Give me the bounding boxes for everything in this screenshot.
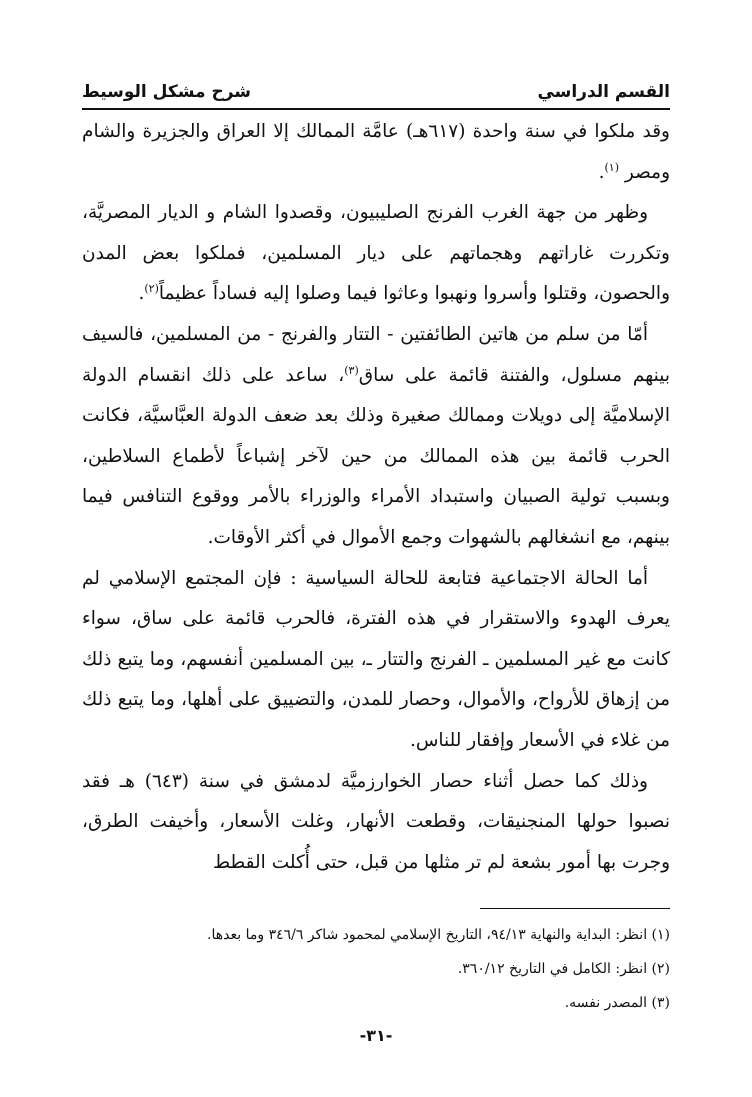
footnote-3: (٣) المصدر نفسه.	[564, 995, 670, 1011]
footnote-ref-3: (٣)	[344, 363, 359, 377]
footnote-2: (٢) انظر: الكامل في التاريخ ٣٦٠/١٢.	[457, 961, 670, 977]
paragraph-4: أما الحالة الاجتماعية فتابعة للحالة السياسية : فإن المجتمع الإسلامي لم يعرف الهدوء والاستقرار في هذه الفترة، فالحرب قائمة على ساق، سواء كانت مع غير المسلمين ـ الفرنج والتتار ـ، بين المسلمين أنفسهم، وما يتبع ذلك من إزهاق للأرواح، والأموال، وحصار للمدن، والتضييق على أهلها، وما يتبع ذلك من غلاء في الأسعار وإفقار للناس.	[82, 567, 670, 751]
footnotes	[82, 918, 670, 1020]
paragraph-1-end: .	[598, 161, 605, 183]
paragraph-5: وذلك كما حصل أثناء حصار الخوارزميَّة لدمشق في سنة (٦٤٣) هـ فقد نصبوا حولها المنجنيقات، وقطعت الأنهار، وغلت الأسعار، وأخيفت الطرق، وجرت بها أمور بشعة لم تر مثلها من قبل، حتى أُكلت القطط	[82, 770, 670, 873]
paragraph-3-text-b: ، ساعد على ذلك انقسام الدولة الإسلاميَّة إلى دويلات وممالك صغيرة وذلك بعد ضعف الدولة العبَّاسيَّة، فكانت الحرب قائمة بين هذه الممالك من حين لآخر إشباعاً لأطماع السلاطين، وبسبب تولية الصبيان واستبداد الأمراء والوزراء بالأمر ووقوع التنافس فيما بينهم، مع انشغالهم بالشهوات وجمع الأموال في أكثر الأوقات.	[82, 364, 670, 548]
footnote-1: (١) انظر: البداية والنهاية ٩٤/١٣، التاريخ الإسلامي لمحمود شاكر ٣٤٦/٦ وما بعدها.	[207, 927, 670, 943]
paragraph-1-text: وقد ملكوا في سنة واحدة (٦١٧هـ) عامَّة الممالك إلا العراق والجزيرة والشام ومصر	[82, 121, 670, 183]
header-section-title: القسم الدراسي	[537, 82, 670, 102]
footnote-ref-2: (٢)	[144, 282, 159, 296]
main-text	[82, 112, 670, 883]
header-book-title: شرح مشكل الوسيط	[82, 82, 251, 102]
paragraph-2	[82, 193, 670, 315]
paragraph-2-end: .	[138, 283, 145, 305]
page-number: -٣١-	[359, 1026, 393, 1045]
paragraph-3-text-a: أمّا من سلم من هاتين الطائفتين - التتار والفرنج - من المسلمين، فالسيف بينهم مسلول، والفتنة قائمة على ساق	[82, 323, 670, 386]
paragraph-1	[82, 112, 670, 193]
running-header	[82, 60, 670, 110]
footnote-divider	[480, 908, 670, 909]
paragraph-3	[82, 315, 670, 559]
paragraph-2-text: وظهر من جهة الغرب الفرنج الصليبيون، وقصدوا الشام و الديار المصريَّة، وتكررت غاراتهم وهجماتهم على ديار المسلمين، فملكوا بعض المدن والحصون، وقتلوا وأسروا ونهبوا وعاثوا فيما وصلوا إليه فساداً عظيماً	[82, 202, 670, 305]
footnote-ref-1: (١)	[604, 160, 620, 174]
